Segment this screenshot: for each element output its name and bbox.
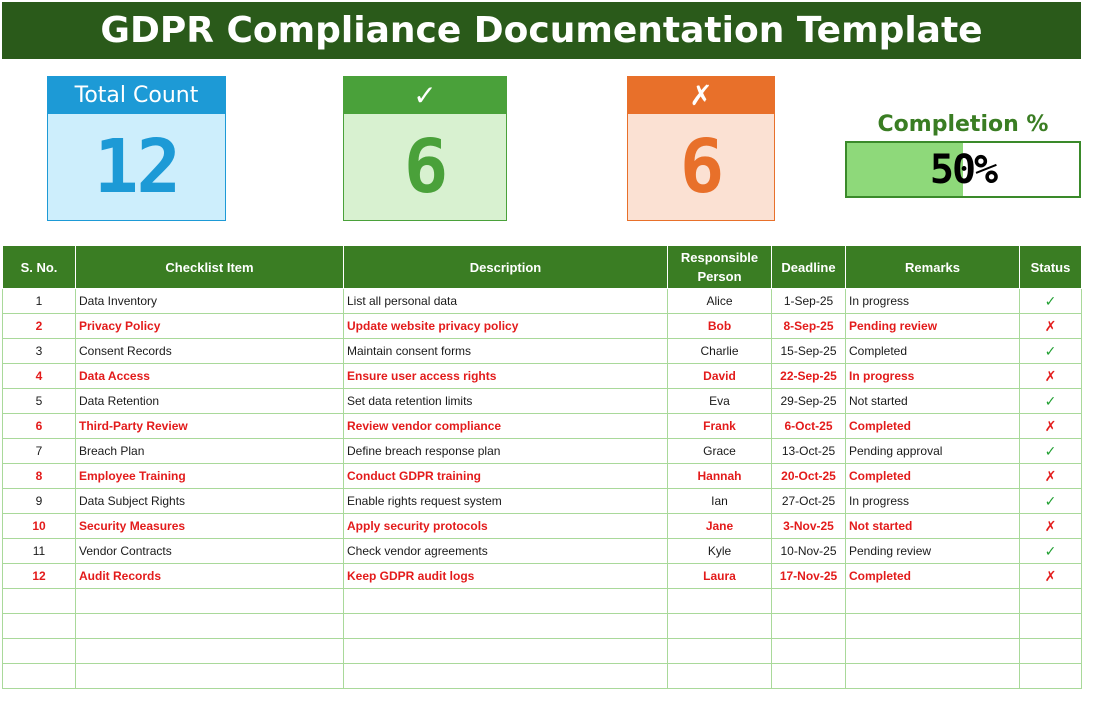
table-row bbox=[3, 314, 1082, 339]
cell-sno[interactable]: 11 bbox=[3, 539, 76, 564]
cell-status[interactable]: ✓ bbox=[1020, 539, 1082, 564]
cell-checklist-item[interactable]: Vendor Contracts bbox=[76, 539, 344, 564]
cell-remarks[interactable]: Completed bbox=[846, 339, 1020, 364]
empty-cell[interactable] bbox=[668, 614, 772, 639]
empty-cell[interactable] bbox=[772, 664, 846, 689]
cell-description[interactable]: Check vendor agreements bbox=[344, 539, 668, 564]
empty-row bbox=[3, 664, 1082, 689]
pending-count-value: 6 bbox=[679, 124, 723, 210]
table-row bbox=[3, 514, 1082, 539]
cell-description[interactable]: Conduct GDPR training bbox=[344, 464, 668, 489]
completed-count-value: 6 bbox=[403, 124, 447, 210]
check-icon: ✓ bbox=[344, 77, 506, 114]
table-row bbox=[3, 539, 1082, 564]
empty-cell[interactable] bbox=[344, 639, 668, 664]
cell-deadline[interactable]: 22-Sep-25 bbox=[772, 364, 846, 389]
cell-status[interactable]: ✓ bbox=[1020, 489, 1082, 514]
table-row bbox=[3, 364, 1082, 389]
cell-deadline[interactable]: 3-Nov-25 bbox=[772, 514, 846, 539]
cell-remarks[interactable]: Not started bbox=[846, 389, 1020, 414]
table-row bbox=[3, 439, 1082, 464]
cell-checklist-item[interactable]: Employee Training bbox=[76, 464, 344, 489]
empty-row bbox=[3, 589, 1082, 614]
cell-checklist-item[interactable]: Consent Records bbox=[76, 339, 344, 364]
cell-remarks[interactable]: Completed bbox=[846, 464, 1020, 489]
cell-sno[interactable]: 2 bbox=[3, 314, 76, 339]
header-deadline[interactable]: Deadline bbox=[772, 246, 846, 289]
cell-sno[interactable]: 1 bbox=[3, 289, 76, 314]
cell-deadline[interactable]: 13-Oct-25 bbox=[772, 439, 846, 464]
total-count-label: Total Count bbox=[48, 77, 225, 114]
completion-progress-bar bbox=[845, 141, 1081, 198]
empty-cell[interactable] bbox=[772, 614, 846, 639]
cell-checklist-item[interactable]: Privacy Policy bbox=[76, 314, 344, 339]
cell-checklist-item[interactable]: Security Measures bbox=[76, 514, 344, 539]
table-row bbox=[3, 564, 1082, 589]
cell-remarks[interactable]: Pending review bbox=[846, 314, 1020, 339]
empty-cell[interactable] bbox=[76, 639, 344, 664]
completion-value: 50% bbox=[929, 146, 997, 193]
cell-remarks[interactable]: Completed bbox=[846, 414, 1020, 439]
header-description[interactable]: Description bbox=[344, 246, 668, 289]
cell-checklist-item[interactable]: Third-Party Review bbox=[76, 414, 344, 439]
cell-checklist-item[interactable]: Data Access bbox=[76, 364, 344, 389]
empty-cell[interactable] bbox=[3, 639, 76, 664]
empty-row bbox=[3, 614, 1082, 639]
header-sno[interactable]: S. No. bbox=[3, 246, 76, 289]
empty-cell[interactable] bbox=[76, 614, 344, 639]
cell-status[interactable]: ✗ bbox=[1020, 464, 1082, 489]
cell-status[interactable]: ✓ bbox=[1020, 289, 1082, 314]
cell-remarks[interactable]: Not started bbox=[846, 514, 1020, 539]
cell-status[interactable]: ✓ bbox=[1020, 389, 1082, 414]
cell-description[interactable]: Define breach response plan bbox=[344, 439, 668, 464]
cell-remarks[interactable]: In progress bbox=[846, 489, 1020, 514]
cell-deadline[interactable]: 17-Nov-25 bbox=[772, 564, 846, 589]
empty-cell[interactable] bbox=[3, 664, 76, 689]
empty-cell[interactable] bbox=[668, 664, 772, 689]
table-row bbox=[3, 389, 1082, 414]
empty-cell[interactable] bbox=[1020, 664, 1082, 689]
cell-responsible-person[interactable]: Jane bbox=[668, 514, 772, 539]
table-row bbox=[3, 414, 1082, 439]
cell-deadline[interactable]: 8-Sep-25 bbox=[772, 314, 846, 339]
empty-cell[interactable] bbox=[846, 664, 1020, 689]
cell-deadline[interactable]: 1-Sep-25 bbox=[772, 289, 846, 314]
cell-sno[interactable]: 4 bbox=[3, 364, 76, 389]
cell-description[interactable]: Ensure user access rights bbox=[344, 364, 668, 389]
empty-cell[interactable] bbox=[344, 664, 668, 689]
cell-status[interactable]: ✗ bbox=[1020, 364, 1082, 389]
header-status[interactable]: Status bbox=[1020, 246, 1082, 289]
cell-checklist-item[interactable]: Data Subject Rights bbox=[76, 489, 344, 514]
empty-row bbox=[3, 639, 1082, 664]
total-count-value: 12 bbox=[93, 124, 180, 210]
table-row bbox=[3, 464, 1082, 489]
cell-status[interactable]: ✗ bbox=[1020, 314, 1082, 339]
header-remarks[interactable]: Remarks bbox=[846, 246, 1020, 289]
cell-responsible-person[interactable]: Charlie bbox=[668, 339, 772, 364]
cell-responsible-person[interactable]: David bbox=[668, 364, 772, 389]
cell-checklist-item[interactable]: Breach Plan bbox=[76, 439, 344, 464]
cell-description[interactable]: Update website privacy policy bbox=[344, 314, 668, 339]
cell-description[interactable]: Maintain consent forms bbox=[344, 339, 668, 364]
cell-sno[interactable]: 5 bbox=[3, 389, 76, 414]
cell-remarks[interactable]: In progress bbox=[846, 364, 1020, 389]
cell-deadline[interactable]: 6-Oct-25 bbox=[772, 414, 846, 439]
empty-cell[interactable] bbox=[344, 589, 668, 614]
page-title: GDPR Compliance Documentation Template bbox=[2, 2, 1081, 59]
cell-checklist-item[interactable]: Data Inventory bbox=[76, 289, 344, 314]
cell-description[interactable]: Review vendor compliance bbox=[344, 414, 668, 439]
cell-responsible-person[interactable]: Hannah bbox=[668, 464, 772, 489]
table-row bbox=[3, 289, 1082, 314]
table-row bbox=[3, 489, 1082, 514]
cell-remarks[interactable]: In progress bbox=[846, 289, 1020, 314]
table-row bbox=[3, 339, 1082, 364]
cell-status[interactable]: ✗ bbox=[1020, 414, 1082, 439]
empty-cell[interactable] bbox=[846, 589, 1020, 614]
cell-remarks[interactable]: Completed bbox=[846, 564, 1020, 589]
cell-responsible-person[interactable]: Bob bbox=[668, 314, 772, 339]
cell-sno[interactable]: 8 bbox=[3, 464, 76, 489]
cell-responsible-person[interactable]: Alice bbox=[668, 289, 772, 314]
empty-cell[interactable] bbox=[846, 614, 1020, 639]
cell-deadline[interactable]: 10-Nov-25 bbox=[772, 539, 846, 564]
cell-responsible-person[interactable]: Eva bbox=[668, 389, 772, 414]
cell-description[interactable]: List all personal data bbox=[344, 289, 668, 314]
cell-status[interactable]: ✗ bbox=[1020, 514, 1082, 539]
empty-cell[interactable] bbox=[344, 614, 668, 639]
empty-cell[interactable] bbox=[3, 614, 76, 639]
cell-description[interactable]: Set data retention limits bbox=[344, 389, 668, 414]
cell-sno[interactable]: 3 bbox=[3, 339, 76, 364]
header-responsible-person[interactable]: Responsible Person bbox=[668, 246, 772, 289]
empty-cell[interactable] bbox=[1020, 639, 1082, 664]
cell-sno[interactable]: 12 bbox=[3, 564, 76, 589]
table-header-row bbox=[3, 246, 1082, 289]
cell-sno[interactable]: 6 bbox=[3, 414, 76, 439]
cell-remarks[interactable]: Pending approval bbox=[846, 439, 1020, 464]
cell-description[interactable]: Enable rights request system bbox=[344, 489, 668, 514]
cell-sno[interactable]: 9 bbox=[3, 489, 76, 514]
cell-description[interactable]: Apply security protocols bbox=[344, 514, 668, 539]
empty-cell[interactable] bbox=[1020, 614, 1082, 639]
cell-status[interactable]: ✗ bbox=[1020, 564, 1082, 589]
cell-deadline[interactable]: 27-Oct-25 bbox=[772, 489, 846, 514]
cell-deadline[interactable]: 15-Sep-25 bbox=[772, 339, 846, 364]
cell-responsible-person[interactable]: Ian bbox=[668, 489, 772, 514]
empty-cell[interactable] bbox=[1020, 589, 1082, 614]
cell-sno[interactable]: 10 bbox=[3, 514, 76, 539]
cell-deadline[interactable]: 29-Sep-25 bbox=[772, 389, 846, 414]
cell-responsible-person[interactable]: Kyle bbox=[668, 539, 772, 564]
cell-responsible-person[interactable]: Frank bbox=[668, 414, 772, 439]
empty-cell[interactable] bbox=[772, 589, 846, 614]
header-checklist-item[interactable]: Checklist Item bbox=[76, 246, 344, 289]
cell-sno[interactable]: 7 bbox=[3, 439, 76, 464]
completion-label: Completion % bbox=[877, 112, 1049, 137]
empty-cell[interactable] bbox=[668, 589, 772, 614]
cell-responsible-person[interactable]: Grace bbox=[668, 439, 772, 464]
cell-deadline[interactable]: 20-Oct-25 bbox=[772, 464, 846, 489]
empty-cell[interactable] bbox=[3, 589, 76, 614]
empty-cell[interactable] bbox=[76, 589, 344, 614]
checklist-table bbox=[2, 245, 1082, 689]
completed-count-card bbox=[343, 76, 507, 221]
cell-status[interactable]: ✓ bbox=[1020, 339, 1082, 364]
empty-cell[interactable] bbox=[668, 639, 772, 664]
pending-count-card bbox=[627, 76, 775, 221]
cell-status[interactable]: ✓ bbox=[1020, 439, 1082, 464]
empty-cell[interactable] bbox=[76, 664, 344, 689]
cell-checklist-item[interactable]: Audit Records bbox=[76, 564, 344, 589]
empty-cell[interactable] bbox=[846, 639, 1020, 664]
total-count-card bbox=[47, 76, 226, 221]
cell-description[interactable]: Keep GDPR audit logs bbox=[344, 564, 668, 589]
cross-icon: ✗ bbox=[628, 77, 774, 114]
cell-responsible-person[interactable]: Laura bbox=[668, 564, 772, 589]
cell-remarks[interactable]: Pending review bbox=[846, 539, 1020, 564]
empty-cell[interactable] bbox=[772, 639, 846, 664]
cell-checklist-item[interactable]: Data Retention bbox=[76, 389, 344, 414]
